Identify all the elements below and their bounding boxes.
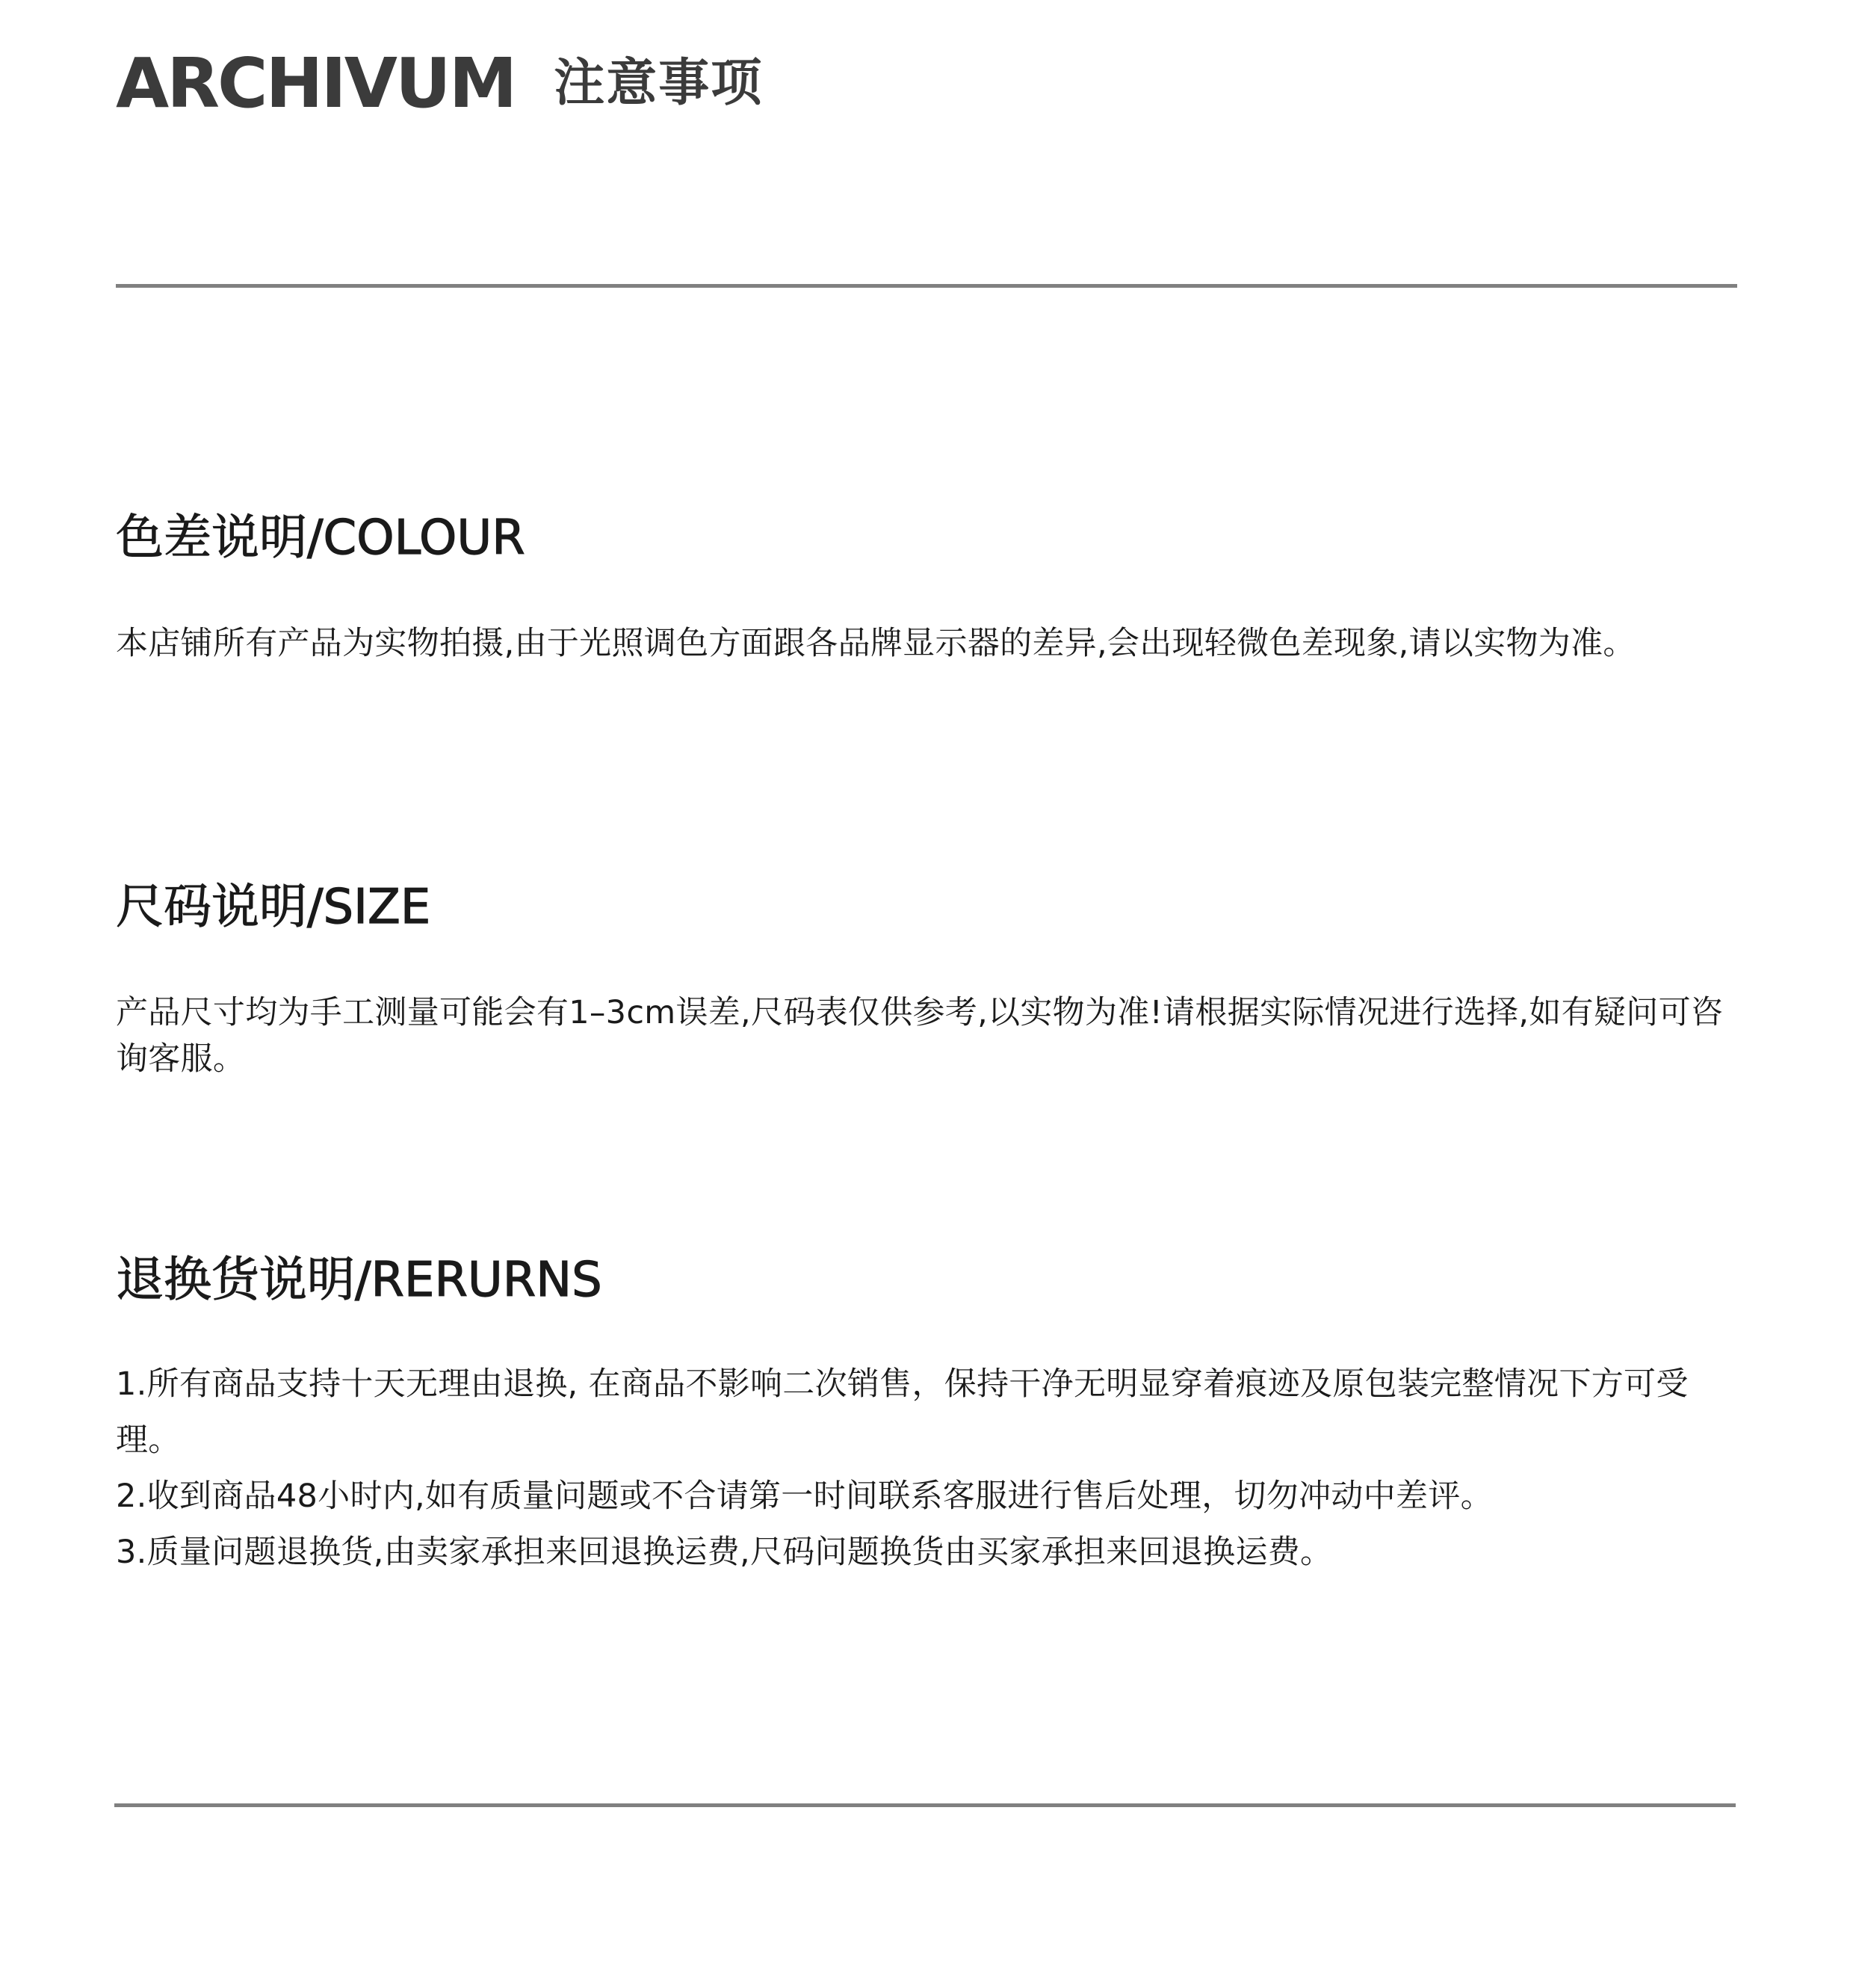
top-divider <box>116 284 1737 288</box>
returns-item: 2.收到商品48小时内,如有质量问题或不合请第一时间联系客服进行售后处理，切勿冲动中差评。 <box>116 1478 1493 1515</box>
returns-list <box>116 1356 1737 1581</box>
page-header <box>116 43 764 123</box>
colour-section <box>116 508 1737 667</box>
returns-section <box>116 1250 1737 1581</box>
size-heading: 尺码说明/SIZE <box>116 880 431 935</box>
page-title: 注意事项 <box>554 54 764 113</box>
returns-heading: 退换货说明/RERURNS <box>116 1253 602 1308</box>
returns-item: 3.质量问题退换货,由卖家承担来回退换运费,尺码问题换货由买家承担来回退换运费。 <box>116 1534 1333 1571</box>
bottom-divider <box>114 1803 1736 1807</box>
size-section <box>116 877 1737 1082</box>
returns-item: 1.所有商品支持十天无理由退换, 在商品不影响二次销售，保持干净无明显穿着痕迹及原包装完整情况下方可受理。 <box>116 1365 1689 1459</box>
brand-logo-text: ARCHIVUM <box>116 43 516 123</box>
colour-heading: 色差说明/COLOUR <box>116 510 525 566</box>
size-description: 产品尺寸均为手工测量可能会有1–3cm误差,尺码表仅供参考,以实物为准!请根据实际情况进行选择,如有疑问可咨询客服。 <box>116 994 1724 1078</box>
colour-description: 本店铺所有产品为实物拍摄,由于光照调色方面跟各品牌显示器的差异,会出现轻微色差现象,请以实物为准。 <box>116 625 1636 662</box>
